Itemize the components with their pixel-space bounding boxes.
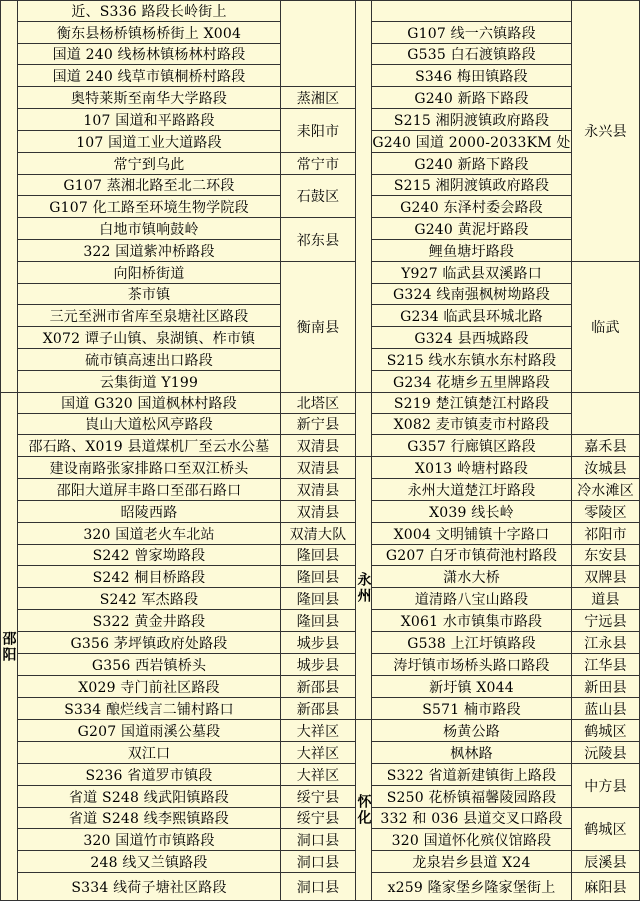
blank-district-cell	[572, 393, 640, 435]
road-cell: 道清路八宝山路段	[372, 588, 572, 610]
road-cell: 新圩镇 X044	[372, 676, 572, 698]
district-cell: 城步县	[281, 654, 356, 676]
road-cell: G240 国道 2000-2033KM 处	[372, 131, 572, 153]
road-cell: G207 白牙市镇荷池村路段	[372, 545, 572, 566]
road-cell: G356 西岩镇桥头	[18, 654, 281, 676]
district-cell: 城步县	[281, 632, 356, 654]
road-cell: S322 黄金井路段	[18, 610, 281, 632]
road-cell: X013 岭塘村路段	[372, 457, 572, 479]
district-cell: 嘉禾县	[572, 435, 640, 457]
road-cell: 昭陵西路	[18, 501, 281, 523]
road-cell: X039 线长岭	[372, 501, 572, 523]
district-cell: 洞口县	[281, 873, 356, 901]
road-cell: S215 湘阴渡镇政府路段	[372, 175, 572, 196]
road-cell: 320 国道老火车北站	[18, 523, 281, 545]
road-cell: G538 上江圩镇路段	[372, 632, 572, 654]
road-cell: 248 线又兰镇路段	[18, 851, 281, 873]
road-cell: 奥特莱斯至南华大学路段	[18, 87, 281, 109]
district-cell: 宁远县	[572, 610, 640, 632]
city-cell-huaihua: 怀化	[356, 720, 372, 901]
road-cell: G240 黄泥圩路段	[372, 218, 572, 240]
road-cell: S334 线荷子塘社区路段	[18, 873, 281, 901]
district-cell: 双清县	[281, 435, 356, 457]
district-cell-yongxing: 永兴县	[572, 0, 640, 262]
district-cell: 道县	[572, 588, 640, 610]
road-cell: G107 化工路至环境生物学院段	[18, 196, 281, 218]
road-cell: Y927 临武县双溪路口	[372, 262, 572, 284]
road-cell: 向阳桥街道	[18, 262, 281, 284]
district-cell: 祁阳市	[572, 523, 640, 545]
road-cell: 320 国道竹市镇路段	[18, 829, 281, 851]
district-cell: 大祥区	[281, 764, 356, 786]
road-cell: 320 国道怀化殡仪馆路段	[372, 829, 572, 851]
district-cell: 辰溪县	[572, 851, 640, 873]
district-cell: 蒸湘区	[281, 87, 356, 109]
district-cell: 新邵县	[281, 698, 356, 720]
road-cell: 涛圩镇市场桥头路口路段	[372, 654, 572, 676]
road-cell: 107 国道和平路路段	[18, 109, 281, 131]
district-cell: 东安县	[572, 545, 640, 566]
road-cell: G324 线南强枫树坳路段	[372, 284, 572, 305]
district-cell: 新宁县	[281, 414, 356, 435]
road-cell: 三元至洲市省库至泉塘社区路段	[18, 305, 281, 327]
road-cell: S215 线水东镇水东村路段	[372, 349, 572, 371]
district-cell: 大祥区	[281, 720, 356, 742]
road-cell: G240 东泽村委会路段	[372, 196, 572, 218]
district-cell: 衡南县	[281, 262, 356, 393]
blank-city-cell	[0, 0, 18, 393]
road-cell: 衡东县杨桥镇杨桥街上 X004	[18, 22, 281, 44]
road-cell: 云集街道 Y199	[18, 371, 281, 393]
district-cell: 鹤城区	[572, 808, 640, 851]
district-cell: 隆回县	[281, 566, 356, 588]
district-cell: 常宁市	[281, 153, 356, 175]
road-cell: 崀山大道松风亭路段	[18, 414, 281, 435]
district-cell: 隆回县	[281, 545, 356, 566]
road-cell: G234 花塘乡五里牌路段	[372, 371, 572, 393]
road-cell: S215 湘阴渡镇政府路段	[372, 109, 572, 131]
district-cell: 洞口县	[281, 829, 356, 851]
road-cell: S219 楚江镇楚江村路段	[372, 393, 572, 414]
road-cell: 龙泉岩乡县道 X24	[372, 851, 572, 873]
road-cell: 潇水大桥	[372, 566, 572, 588]
road-cell: 杨黄公路	[372, 720, 572, 742]
road-cell: 近、S336 路段长岭街上	[18, 0, 281, 22]
district-cell: 绥宁县	[281, 786, 356, 808]
road-cell: S242 曾家坳路段	[18, 545, 281, 566]
road-cell: G357 行廊镇区路段	[372, 435, 572, 457]
road-cell: G535 白石渡镇路段	[372, 44, 572, 65]
road-cell: G107 蒸湘北路至北二环段	[18, 175, 281, 196]
road-cell: S334 酿烂线言二铺村路口	[18, 698, 281, 720]
district-cell: 隆回县	[281, 588, 356, 610]
district-cell: 江华县	[572, 654, 640, 676]
city-cell-shaoyang: 邵阳	[0, 393, 18, 901]
road-cell: 国道 240 线草市镇桐桥村路段	[18, 65, 281, 87]
road-cell: 枫林路	[372, 742, 572, 764]
district-cell: 双清县	[281, 457, 356, 479]
road-cell: X072 谭子山镇、泉湖镇、柞市镇	[18, 327, 281, 349]
road-cell: 邵阳大道屏丰路口至邵石路口	[18, 479, 281, 501]
road-cell: 322 国道紫冲桥路段	[18, 240, 281, 262]
district-cell: 冷水滩区	[572, 479, 640, 501]
road-cell: X082 麦市镇麦市村路段	[372, 414, 572, 435]
road-cell: 省道 S248 线武阳镇路段	[18, 786, 281, 808]
district-cell: 隆回县	[281, 610, 356, 632]
blank-road-cell	[372, 0, 572, 22]
road-cell: X061 水市镇集市路段	[372, 610, 572, 632]
road-cell: G356 茅坪镇政府处路段	[18, 632, 281, 654]
district-cell: 石鼓区	[281, 175, 356, 218]
district-cell: 双清大队	[281, 523, 356, 545]
district-cell: 祁东县	[281, 218, 356, 262]
district-cell: 耒阳市	[281, 109, 356, 153]
district-cell: 蓝山县	[572, 698, 640, 720]
road-cell: G234 临武县环城北路	[372, 305, 572, 327]
district-cell: 麻阳县	[572, 873, 640, 901]
district-cell: 双牌县	[572, 566, 640, 588]
road-cell: S346 梅田镇路段	[372, 65, 572, 87]
road-cell: 常宁到乌此	[18, 153, 281, 175]
district-cell: 零陵区	[572, 501, 640, 523]
road-cell: G240 新路下路段	[372, 153, 572, 175]
city-cell-yongzhou: 永州	[356, 457, 372, 720]
blank-city-cell	[356, 0, 372, 393]
road-cell: 永州大道楚江圩路段	[372, 479, 572, 501]
road-cell: x259 隆家堡乡隆家堡街上	[372, 873, 572, 901]
district-cell: 新田县	[572, 676, 640, 698]
district-cell: 鹤城区	[572, 720, 640, 742]
district-cell: 绥宁县	[281, 808, 356, 829]
district-cell: 双清县	[281, 479, 356, 501]
road-cell: S322 省道新建镇街上路段	[372, 764, 572, 786]
road-cell: S571 楠市路段	[372, 698, 572, 720]
road-cell: 白地市镇响鼓岭	[18, 218, 281, 240]
district-cell: 新邵县	[281, 676, 356, 698]
road-cell: G240 新路下路段	[372, 87, 572, 109]
blank-district-cell	[281, 0, 356, 87]
district-cell: 江永县	[572, 632, 640, 654]
road-cell: 省道 S248 线李熙镇路段	[18, 808, 281, 829]
road-cell: 国道 240 线杨林镇杨林村路段	[18, 44, 281, 65]
district-cell: 汝城县	[572, 457, 640, 479]
road-cell: 107 国道工业大道路段	[18, 131, 281, 153]
district-cell: 沅陵县	[572, 742, 640, 764]
district-cell: 洞口县	[281, 851, 356, 873]
road-cell: 硫市镇高速出口路段	[18, 349, 281, 371]
road-cell: 茶市镇	[18, 284, 281, 305]
district-cell: 大祥区	[281, 742, 356, 764]
road-cell: X029 寺门前社区路段	[18, 676, 281, 698]
road-cell: S250 花桥镇福馨陵园路段	[372, 786, 572, 808]
district-cell: 中方县	[572, 764, 640, 808]
road-cell: S242 桐目桥路段	[18, 566, 281, 588]
blank-city-cell	[356, 393, 372, 457]
road-cell: X004 文明铺镇十字路口	[372, 523, 572, 545]
road-cell: 建设南路张家排路口至双江桥头	[18, 457, 281, 479]
district-cell: 双清县	[281, 501, 356, 523]
road-cell: 332 和 036 县道交叉口路段	[372, 808, 572, 829]
road-cell: G207 国道雨溪公墓段	[18, 720, 281, 742]
road-cell: 国道 G320 国道枫林村路段	[18, 393, 281, 414]
road-cell: G107 线一六镇路段	[372, 22, 572, 44]
road-cell: 双江口	[18, 742, 281, 764]
road-cell: S242 军杰路段	[18, 588, 281, 610]
road-cell: 邵石路、X019 县道煤机厂至云水公墓	[18, 435, 281, 457]
road-cell: S236 省道罗市镇段	[18, 764, 281, 786]
district-cell: 北塔区	[281, 393, 356, 414]
road-cell: G324 县西城路段	[372, 327, 572, 349]
road-cell: 鲤鱼塘圩路段	[372, 240, 572, 262]
district-cell-linwu: 临武	[572, 262, 640, 393]
